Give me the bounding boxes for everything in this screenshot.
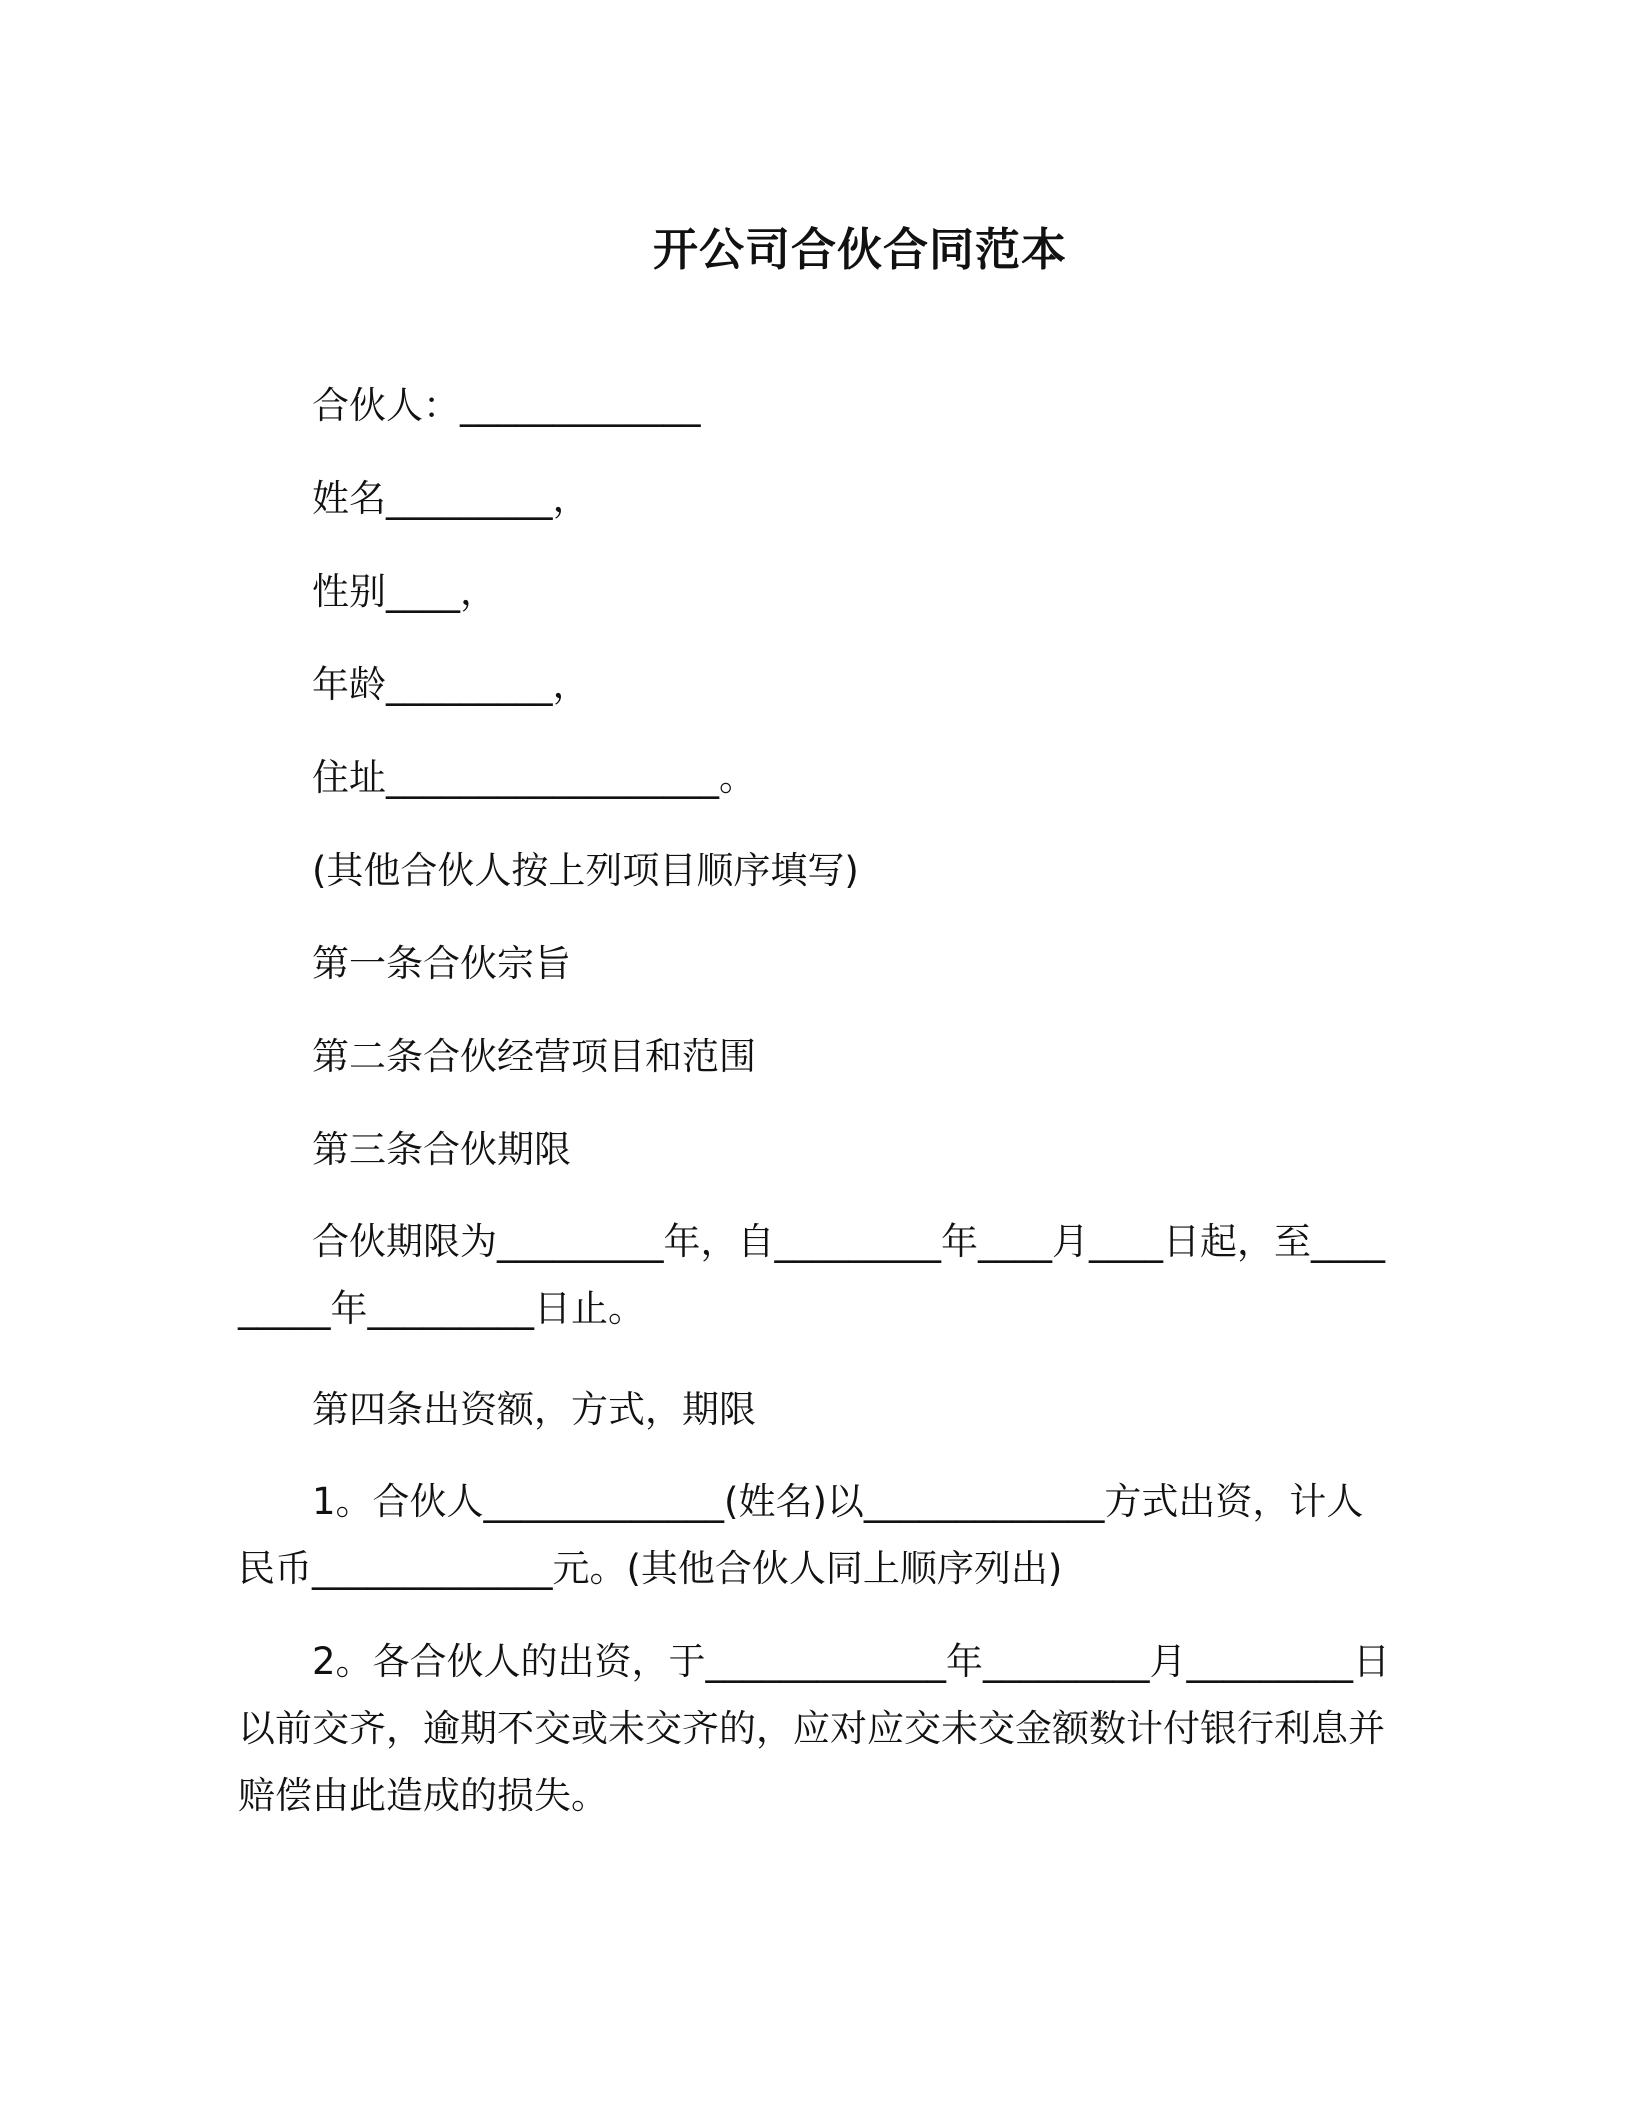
term-paragraph: 合伙期限为_________年，自_________年____月____日起，至_________年_________日止。: [238, 1220, 1385, 1330]
document-title: 开公司合伙合同范本: [652, 223, 1067, 276]
partner-line: 合伙人：_____________: [312, 384, 701, 427]
clause-1-paragraph: 1。合伙人_____________(姓名)以_____________方式出资，计人民币_____________元。(其他合伙人同上顺序列出): [238, 1480, 1364, 1590]
article-1-heading: 第一条合伙宗旨: [312, 942, 571, 985]
address-line: 住址__________________。: [312, 756, 756, 799]
age-line: 年龄_________，: [312, 663, 590, 706]
article-4-heading: 第四条出资额，方式，期限: [312, 1388, 756, 1431]
article-2-heading: 第二条合伙经营项目和范围: [312, 1035, 756, 1078]
clause-2-paragraph: 2。各合伙人的出资，于_____________年_________月_________日以前交齐，逾期不交或未交齐的，应对应交未交金额数计付银行利息并赔偿由此造成的损失。: [238, 1640, 1391, 1817]
name-line: 姓名_________，: [312, 477, 590, 520]
gender-line: 性别____，: [312, 570, 497, 613]
other-partners-note: (其他合伙人按上列项目顺序填写): [312, 849, 859, 892]
article-3-heading: 第三条合伙期限: [312, 1128, 571, 1171]
